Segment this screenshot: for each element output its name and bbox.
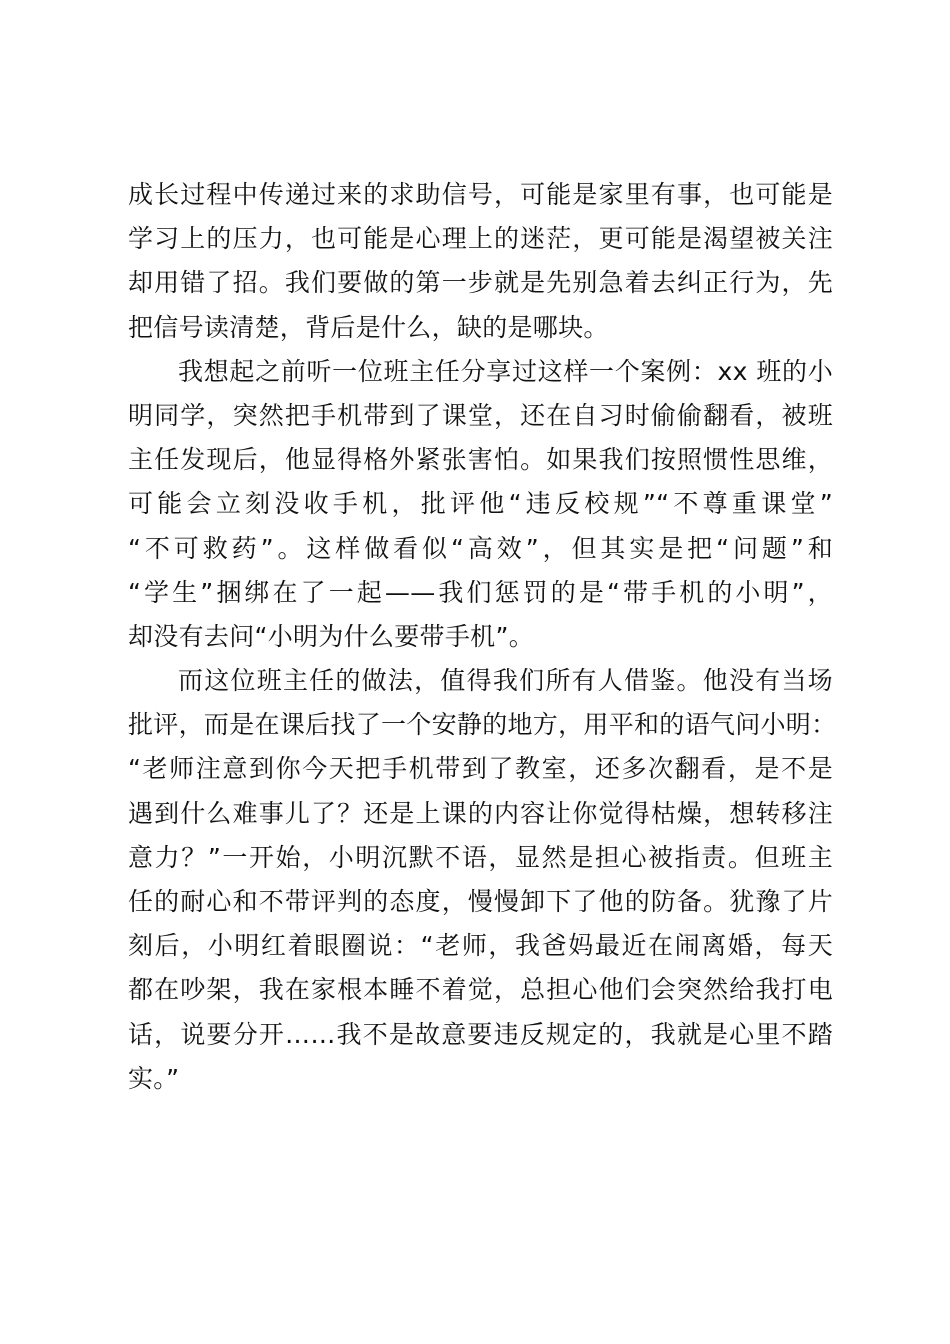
text-line: 而这位班主任的做法，值得我们所有人借鉴。他没有当场	[178, 666, 833, 696]
text-line: “不可救药”。这样做看似“高效”，但其实是把“问题”和	[128, 533, 833, 563]
text-line: 我想起之前听一位班主任分享过这样一个案例：xx 班的小	[178, 356, 833, 386]
text-line: 成长过程中传递过来的求助信号，可能是家里有事，也可能是	[128, 180, 833, 209]
text-line: 意力？”一开始，小明沉默不语，显然是担心被指责。但班主	[128, 842, 833, 872]
text-line: 却用错了招。我们要做的第一步就是先别急着去纠正行为，先	[128, 268, 833, 298]
paragraph-2	[128, 350, 833, 659]
text-line: 批评，而是在课后找了一个安静的地方，用平和的语气问小明：	[128, 710, 837, 740]
text-line: 任的耐心和不带评判的态度，慢慢卸下了他的防备。犹豫了片	[128, 887, 833, 916]
text-line: 学习上的压力，也可能是心理上的迷茫，更可能是渴望被关注	[128, 224, 833, 254]
paragraph-1	[128, 173, 833, 350]
document-body	[128, 173, 837, 1101]
text-line: 遇到什么难事儿了？还是上课的内容让你觉得枯燥，想转移注	[128, 798, 833, 828]
text-line: 明同学，突然把手机带到了课堂，还在自习时偷偷翻看，被班	[128, 400, 833, 430]
text-line: 实。”	[128, 1063, 180, 1093]
text-line: 话，说要分开……我不是故意要违反规定的，我就是心里不踏	[128, 1019, 833, 1049]
paragraph-3	[128, 659, 837, 1101]
text-line: “老师注意到你今天把手机带到了教室，还多次翻看，是不是	[128, 754, 833, 784]
text-line: 却没有去问“小明为什么要带手机”。	[128, 621, 535, 651]
text-line: 主任发现后，他显得格外紧张害怕。如果我们按照惯性思维，	[128, 445, 833, 475]
text-line: 刻后，小明红着眼圈说：“老师，我爸妈最近在闹离婚，每天	[128, 931, 833, 961]
text-line: 把信号读清楚，背后是什么，缺的是哪块。	[128, 312, 609, 342]
text-line: 可能会立刻没收手机，批评他“违反校规”“不尊重课堂”	[128, 489, 833, 519]
text-line: 都在吵架，我在家根本睡不着觉，总担心他们会突然给我打电	[128, 975, 833, 1005]
text-line: “学生”捆绑在了一起——我们惩罚的是“带手机的小明”，	[128, 577, 833, 607]
